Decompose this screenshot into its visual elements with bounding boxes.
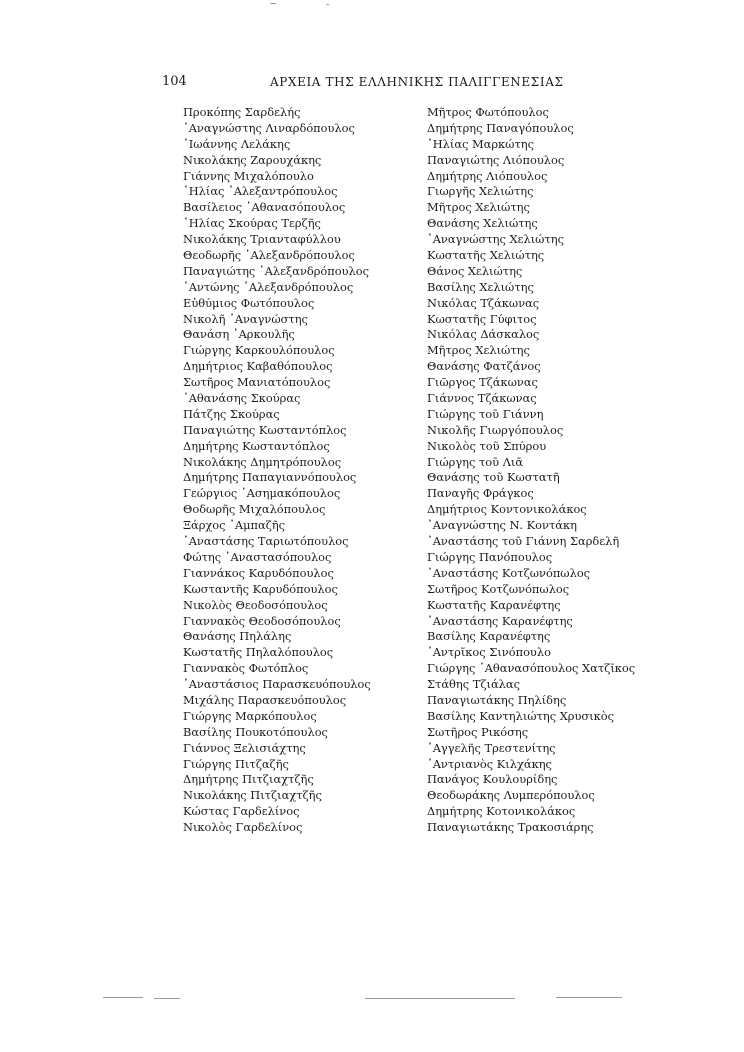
name-entry: ᾿Αγγελῆς Τρεστενίτης [427, 740, 556, 755]
name-entry: Κωστατῆς Γύφιτος [427, 311, 537, 326]
name-entry: ᾿Αναστάσης τοῦ Γιάννη Σαρδελῆ [427, 534, 620, 549]
name-entry: Κωστατῆς Καρανέφτης [427, 597, 561, 612]
name-entry: Δημήτρης Κωσταντόπλος [183, 438, 330, 453]
name-entry: Θανάση ᾿Αρκουλῆς [183, 327, 295, 342]
name-entry: ᾿Ηλίας Σκούρας Τερζῆς [183, 216, 321, 231]
name-entry: Βασίλης Χελιώτης [427, 279, 534, 294]
name-entry: Ξάρχος ᾿Αμπαζῆς [183, 518, 286, 533]
name-entry: Σωτῆρος Μανιατόπουλος [183, 375, 331, 390]
name-entry: Γιώργης τοῦ Λιᾶ [427, 454, 524, 469]
name-entry: ᾿Αντώνης ᾿Αλεξανδρόπουλος [183, 279, 354, 294]
name-entry: Γιωργῆς Χελιώτης [427, 184, 534, 199]
name-entry: Νικολὸς Θεοδοσόπουλος [183, 597, 328, 612]
name-entry: Νικολάκης Δημητρόπουλος [183, 454, 342, 469]
name-entry: ᾿Αντριανὸς Κιλχάκης [427, 756, 552, 771]
name-entry: Δημήτρης Παναγόπουλος [427, 120, 574, 135]
name-entry: Νικόλας Δάσκαλος [427, 327, 540, 342]
name-entry: Θανάσης Φατζάνος [427, 359, 541, 374]
name-entry: Κωστατῆς Χελιώτης [427, 248, 545, 263]
name-entry: Στάθης Τζιάλας [427, 677, 520, 692]
name-entry: Παναγιωτάκης Πηλίδης [427, 692, 567, 707]
name-entry: Γιώργης ᾿Αθανασόπουλος Χατζῖκος [427, 661, 636, 676]
name-entry: Νικολάκης Ζαρουχάκης [183, 152, 322, 167]
name-entry: Δημήτριος Κοντονικολάκος [427, 502, 587, 517]
name-entry: Παναγιώτης Κωσταντόπλος [183, 422, 347, 437]
name-entry: ᾿Ηλίας ᾿Αλεξαντρόπουλος [183, 184, 338, 199]
name-entry: Θεοδωρῆς ᾿Αλεξανδρόπουλος [183, 248, 355, 263]
name-entry: Θοδωρῆς Μιχαλόπουλος [183, 502, 326, 517]
name-entry: Γιαννακὸς Φωτόπλος [183, 661, 309, 676]
running-title: ΑΡΧΕΙΑ ΤΗΣ ΕΛΛΗΝΙΚΗΣ ΠΑΛΙΓΓΕΝΕΣΙΑΣ [270, 75, 564, 89]
name-entry: Νικόλας Τζάκωνας [427, 295, 540, 310]
name-entry: Μῆτρος Χελιώτης [427, 200, 530, 215]
name-entry: Δημήτρης Πιτζιαχτζῆς [183, 772, 314, 787]
name-entry: Σωτῆρος Ρικόσης [427, 724, 529, 739]
name-entry: ᾿Αναγνώστης Ν. Κοντάκη [427, 518, 577, 533]
name-entry: Γιάννης Μιχαλόπουλο [183, 168, 314, 183]
name-entry: Παναγῆς Φράγκος [427, 486, 534, 501]
name-entry: Μῆτρος Φωτόπουλος [427, 105, 549, 119]
right-name-column [427, 105, 635, 836]
name-entry: Δημήτριος Καβαθόπουλος [183, 359, 333, 374]
name-entry: Γιώργης Πιτζαζῆς [183, 756, 289, 771]
name-entry: Γιώργης Καρκουλόπουλος [183, 343, 335, 358]
name-entry: ᾿Αναστάσης Κοτζωνόπωλος [427, 565, 591, 580]
name-entry: Θεοδωράκης Λυμπερόπουλος [427, 788, 595, 803]
name-entry: ᾿Αντρῖκος Σινόπουλο [427, 645, 551, 660]
scan-mark-bottom-right [556, 997, 622, 998]
name-entry: Κωστατῆς Πηλαλόπουλος [183, 645, 334, 660]
name-entry: Παναγιώτης ᾿Αλεξανδρόπουλος [183, 263, 369, 278]
name-entry: Γιαννάκος Καρυδόπουλος [183, 565, 334, 580]
name-entry: Γιάννος Ξελισιάχτης [183, 740, 306, 755]
name-entry: Νικολὸς Γαρδελίνος [183, 820, 303, 835]
name-entry: Θάνος Χελιώτης [427, 263, 523, 278]
name-entry: Μῆτρος Χελιώτης [427, 343, 530, 358]
name-entry: Γιάννος Τζάκωνας [427, 391, 537, 406]
name-entry: ᾿Αναστάσιος Παρασκευόπουλος [183, 677, 371, 692]
scan-mark-bottom-left-2 [154, 998, 180, 999]
page-number: 104 [162, 74, 187, 89]
name-entry: Πάτζης Σκούρας [183, 406, 280, 421]
name-entry: ᾿Αναστάσης Ταριωτόπουλος [183, 534, 349, 549]
name-entry: Θανάσης Χελιώτης [427, 216, 538, 231]
name-entry: ᾿Ηλίας Μαρκώτης [427, 136, 534, 151]
name-entry: ᾿Αναγνώστης Χελιώτης [427, 232, 564, 247]
name-entry: Νικολῆς Γιωργόπουλος [427, 422, 564, 437]
name-entry: Δημήτρης Λιόπουλος [427, 168, 548, 183]
name-entry: Νικολάκης Πιτζιαχτζῆς [183, 788, 322, 803]
name-entry: Νικολῆ ᾿Αναγνώστης [183, 311, 308, 326]
name-entry: Νικολὸς τοῦ Σπύρου [427, 438, 547, 453]
name-entry: Γιαννακὸς Θεοδοσόπουλος [183, 613, 341, 628]
name-entry: Κωσταντῆς Καρυδόπουλος [183, 581, 338, 596]
name-entry: Κώστας Γαρδελίνος [183, 804, 300, 819]
name-entry: Παναγιωτάκης Τρακοσιάρης [427, 820, 594, 835]
name-entry: Εὐθύμιος Φωτόπουλος [183, 295, 315, 310]
name-entry: Δημήτρης Κοτονικολάκος [427, 804, 576, 819]
scan-mark-top-dot [326, 4, 329, 5]
name-entry: Δημήτρης Παπαγιαννόπουλος [183, 470, 357, 485]
name-entry: Μιχάλης Παρασκευόπουλος [183, 692, 347, 707]
name-entry: Βασίλειος ᾿Αθανασόπουλος [183, 200, 346, 215]
name-entry: Βασίλης Καντηλιώτης Χρυσικὸς [427, 708, 615, 723]
name-entry: ᾿Αναγνώστης Λιναρδόπουλος [183, 120, 355, 135]
name-entry: Νικολάκης Τριανταφύλλου [183, 232, 341, 247]
name-entry: Γιώργης τοῦ Γιάννη [427, 406, 544, 421]
name-entry: Θανάσης τοῦ Κωστατῆ [427, 470, 560, 485]
scan-mark-bottom-left [103, 997, 143, 998]
name-entry: Σωτῆρος Κοτζωνόπωλος [427, 581, 570, 596]
name-entry: ᾿Αναστάσης Καρανέφτης [427, 613, 573, 628]
scan-mark-top [270, 3, 276, 4]
name-entry: Πανάγος Κουλουρίδης [427, 772, 558, 787]
name-entry: Γιῶργος Τζάκωνας [427, 375, 538, 390]
name-entry: ᾿Ιωάννης Λελάκης [183, 136, 291, 151]
name-entry: Γιώργης Πανόπουλος [427, 549, 553, 564]
name-entry: Βασίλης Πουκοτόπουλος [183, 724, 328, 739]
name-entry: Θανάσης Πηλάλης [183, 629, 292, 644]
left-name-column [183, 105, 371, 836]
name-entry: Γεώργιος ᾿Ασημακόπουλος [183, 486, 341, 501]
name-entry: Βασίλης Καρανέφτης [427, 629, 551, 644]
scan-mark-bottom-middle [365, 998, 515, 999]
name-entry: Φώτης ᾿Αναστασόπουλος [183, 549, 332, 564]
name-entry: ᾿Αθανάσης Σκούρας [183, 391, 301, 406]
name-entry: Παναγιώτης Λιόπουλος [427, 152, 565, 167]
name-entry: Γιώργης Μαρκόπουλος [183, 708, 317, 723]
name-entry: Προκόπης Σαρδελής [183, 105, 301, 119]
